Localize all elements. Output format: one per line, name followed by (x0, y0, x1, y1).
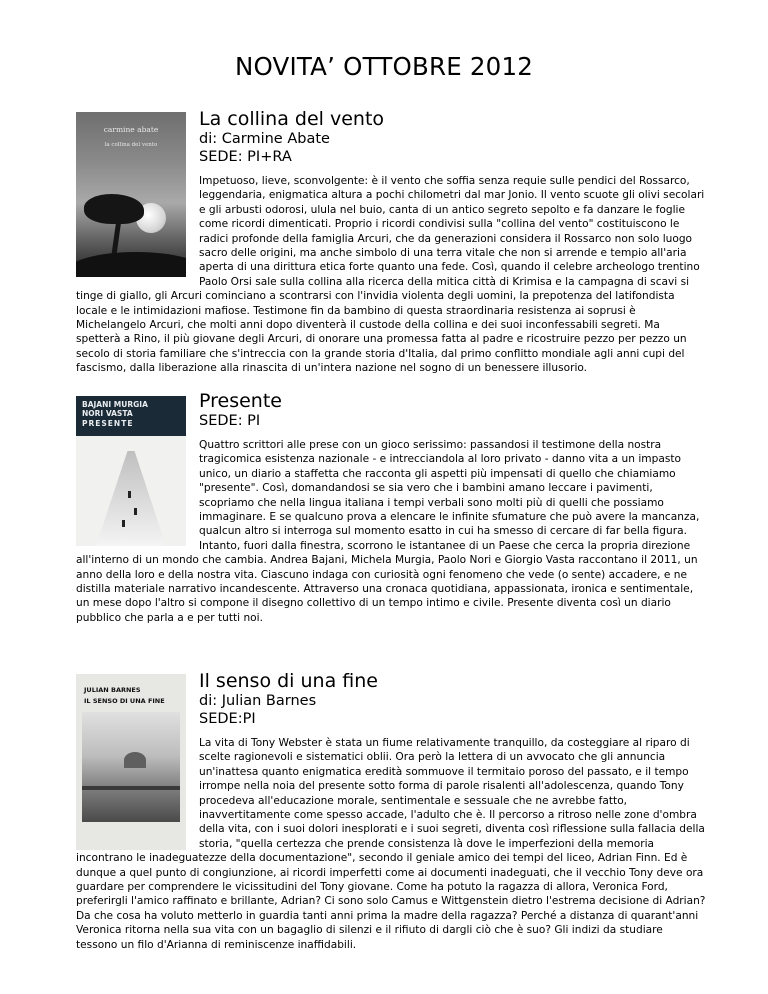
book-sede: SEDE:PI (199, 711, 256, 727)
hill-shape (76, 252, 186, 277)
cover-author: carmine abate (103, 125, 159, 134)
cover-author: JULIAN BARNES (84, 686, 141, 694)
bridge-icon (82, 786, 180, 790)
book-description: Impetuoso, lieve, sconvolgente: è il vento che soffia senza requie sulle pendici del Rossarco, leggendaria, enigmatica altura a pochi chilometri dal mar Jonio. Il vento scuote gli olivi secolari e gli arbusti odorosi, ulula nel buio, canta di un antico segreto sepolto e fa danzare le foglie come ricordi dimenticati. Proprio i ricordi condivisi sulla "collina del vento" costituiscono le radici profonde della famiglia Arcuri, che da generazioni considera il Rossarco non solo luogo sacro delle origini, ma anche simbolo di una terra vitale che non si arrende e tempio all'aria aperta di una dirittura etica forte quanto una fede. Così, quando il celebre archeologo trentino Paolo Orsi sale sulla collina alla ricerca della mitica città di Krimisa e la campagna di scavi si tinge di giallo, gli Arcuri cominciano a scontrarsi con l'invidia violenta degli uomini, la prepotenza del latifondista locale e le intimidazioni mafiose. Testimone fin da bambino di questa straordinaria resistenza ai soprusi è Michelangelo Arcuri, che molti anni dopo diventerà il custode della collina e dei suoi inconfessabili segreti. Ma spetterà a Rino, il più giovane degli Arcuri, di onorare una promessa fatta al padre e ricostruire pezzo per pezzo un secolo di storia familiare che s'intreccia con la grande storia d'Italia, dal primo conflitto mondiale agli anni cupi del fascismo, dalla liberazione alla rinascita di un'intera nazione nel sogno di un benessere illusorio. (76, 175, 705, 375)
cover-title: IL SENSO DI UNA FINE (84, 697, 165, 705)
page-title: NOVITA’ OTTOBRE 2012 (234, 52, 534, 81)
person-icon (122, 520, 125, 527)
book-description: Quattro scrittori alle prese con un gioco serissimo: passandosi il testimone della nostra tragicomica esistenza nazionale - e intrecciandola al loro privato - danno vita a un impasto unico, un diario a staffetta che racconta gli aspetti più impensati di quello che chiamiamo "presente". Così, domandandosi se sia vero che i bambini amano leccare i pavimenti, scopriamo che nella lingua italiana i tempi verbali sono molti più di quelli che possiamo immaginare. E se qualcuno prova a elencare le infinite sfumature che può avere la mancanza, qualcun altro si interroga sul momento esatto in cui ha smesso di cercare di far bella figura. Intanto, fuori dalla finestra, scorrono le istantanee di un Paese che cerca la propria direzione all'interno di un mondo che cambia. Andrea Bajani, Michela Murgia, Paolo Nori e Giorgio Vasta raccontano il 2011, un anno della loro e della nostra vita. Ciascuno indaga con curiosità ogni fenomeno che vede (o sente) accadere, e ne distilla materiale narrativo incandescente. Attraverso una cronaca quotidiana, appassionata, ironica e sentimentale, un mese dopo l'altro si compone il disegno collettivo di un tempo intimo e civile. Presente diventa così un diario pubblico che parla a e per tutti noi. (76, 439, 700, 624)
tree-icon (84, 194, 144, 224)
book-title: Il senso di una fine (199, 670, 378, 692)
dome-icon (124, 752, 146, 768)
cover-title: la collina del vento (104, 142, 158, 148)
book-title: Presente (199, 390, 282, 412)
book-cover-image (76, 396, 186, 546)
book-author: di: Carmine Abate (199, 131, 330, 147)
book-sede: SEDE: PI+RA (199, 149, 292, 165)
road-icon (96, 451, 166, 546)
cover-author: BAJANI MURGIA NORI VASTA (82, 400, 148, 418)
person-icon (128, 491, 131, 498)
book-entry-la-collina-del-vento (76, 108, 706, 376)
cover-title: PRESENTE (82, 419, 134, 428)
book-entry-presente (76, 390, 706, 625)
book-entry-il-senso-di-una-fine (76, 670, 706, 952)
book-sede: SEDE: PI (199, 413, 261, 429)
person-icon (134, 508, 137, 515)
book-cover-image (76, 112, 186, 277)
book-title: La collina del vento (199, 108, 385, 130)
book-author: di: Julian Barnes (199, 693, 317, 709)
book-cover-image (76, 674, 186, 850)
book-description: La vita di Tony Webster è stata un fiume relativamente tranquillo, da costeggiare al riparo di scelte ragionevoli e sistematici oblii. Ora però la lettera di un avvocato che gli annuncia un'inattesa quanto enigmatica eredità sommuove il termitaio poroso del passato, e il tempo irrompe nella noia del presente sotto forma di parole risalenti all'adolescenza, quando Tony procedeva all'educazione morale, sentimentale e sessuale che ne avrebbe fatto, inavvertitamente come spesso accade, l'adulto che è. Il percorso a ritroso nelle zone d'ombra della vita, con i suoi dolori inesplorati e i suoi segreti, diventa così riflessione sulla fallacia della storia, "quella certezza che prende consistenza là dove le imperfezioni della memoria incontrano le inadeguatezze della documentazione", secondo il geniale amico dei tempi del liceo, Adrian Finn. Ed è dunque a quel punto di congiunzione, ai ricordi imperfetti come ai documenti inadeguati, che il vecchio Tony deve ora guardare per comprendere le vicissitudini del Tony giovane. Come ha potuto la ragazza di allora, Veronica Ford, preferirgli l'amico raffinato e brillante, Adrian? Ci sono solo Camus e Wittgenstein dietro l'estrema decisione di Adrian? Da che cosa ha voluto metterlo in guardia tanti anni prima la madre della ragazza? Perché a distanza di quarant'anni Veronica ritorna nella sua vita con un bagaglio di silenzi e il rifiuto di dargli ciò che è suo? Gli indizi da studiare tessono un filo d'Arianna di reminiscenze inaffidabili. (76, 737, 706, 951)
